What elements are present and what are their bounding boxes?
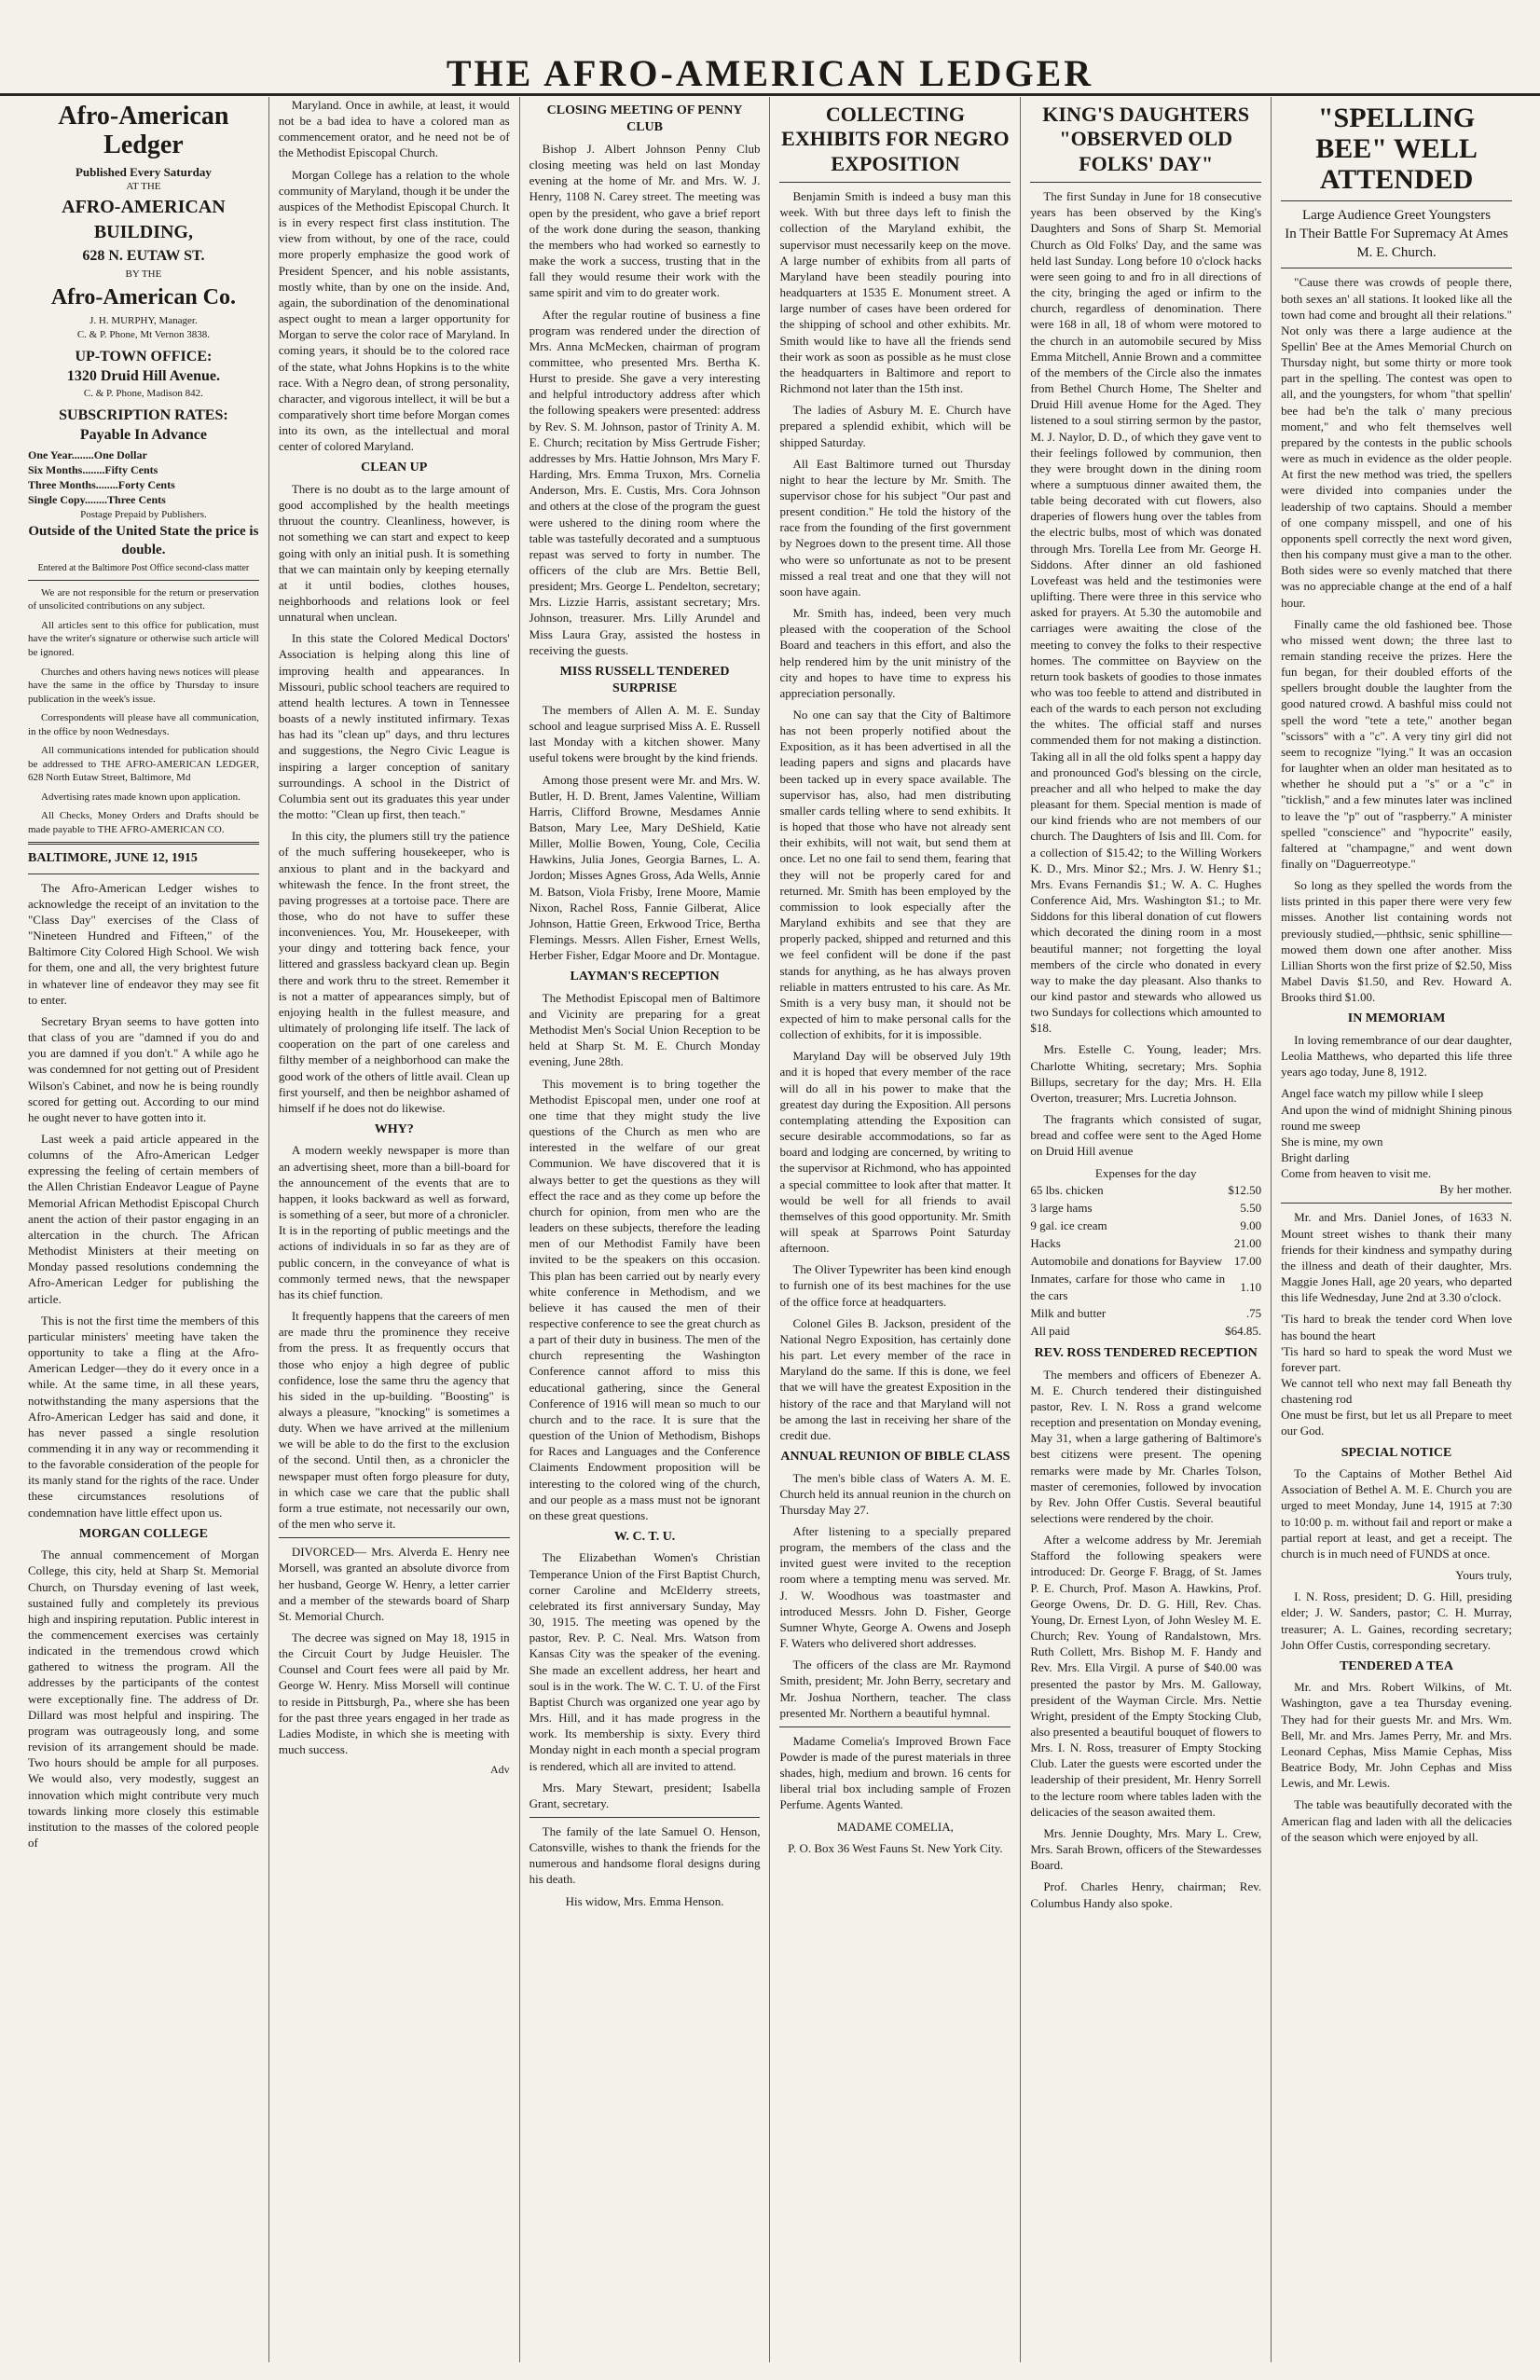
- article-paragraph: The Methodist Episcopal men of Baltimore and Vicinity are preparing for a great Methodist Men's Social Union Reception to be held at Sharp St. M. E. Church Monday evening, June 28th.: [529, 990, 761, 1069]
- column-1: [19, 97, 269, 2362]
- section-heading: CLEAN UP: [361, 461, 428, 475]
- rate-row: Six Months........Fifty Cents: [28, 463, 158, 477]
- table-row: Milk and butter .75: [1030, 1305, 1262, 1320]
- column-2: [269, 97, 520, 2362]
- article-paragraph: Benjamin Smith is indeed a busy man this week. With but three days left to finish the collection of the Maryland exhibit, the supervisor must necessarily keep on the move. A large number of exhibits from all parts of Maryland have been steadily pouring into headquarters at 1535 E. Monument street. A large number of cases have been ordered for the shipping of school and other exhibits. Mr. Smith would like to have all the friends send their work as soon as possible as he must close the headquarters in Baltimore and report to Richmond not later than the 15th inst.: [779, 189, 1011, 396]
- article-paragraph: It frequently happens that the careers of men are made thru the prominence they receive from the press. It as frequently occurs that those who enjoy a high degree of public confidence, lose the same thru the agency that his sided in the up-building. "Boosting" is always a pleasure, "knocking" is sometimes a duty. When we have arrived at the millenium we will be able to do the first to the exclusion of the second. Until then, as a chronicler the newspaper must often forgo pleasure for duty, in which case we care that the public shall form a true estimate, not necessarily our own, of the men who serve it.: [278, 1309, 510, 1532]
- notice: Churches and others having news notices will please have the same in the office by Thursday to insure publication in the week's issue.: [28, 666, 259, 705]
- article-paragraph: Colonel Giles B. Jackson, president of the National Negro Exposition, has certainly done his part. Let every member of the race in Maryland do the same. If this is done, we feel that we will have the greatest Exposition in the history of the race and that Maryland will not be among the last in receiving her share of the credit due.: [779, 1315, 1011, 1442]
- outside-line: Outside of the United State the price is double.: [28, 524, 259, 557]
- article-paragraph: The members and officers of Ebenezer A. M. E. Church tendered their distinguished pastor, Rev. I. N. Ross a grand welcome reception and presentation on Monday evening, May 31, when a large gathering of Baltimore's best citizens were present. The opening remarks were made by Mr. Charles Tolson, master of ceremonies, followed by invocation by Rev. John Offer Custis. Several beautiful selections were rendered by the choir.: [1030, 1367, 1262, 1525]
- section-heading: MORGAN COLLEGE: [78, 1526, 208, 1541]
- article-paragraph: Mr. and Mrs. Robert Wilkins, of Mt. Washington, gave a tea Thursday evening. They had for their guests Mr. and Mrs. Wm. Bell, Mr. and Mrs. James Perry, Mr. and Mrs. Leonard Cephas, Miss Mamie Cephas, Miss Beatrice Body, Mr. John Cephas and Miss Lewis, and Mr. Lewis.: [1281, 1680, 1512, 1791]
- article-paragraph: "Cause there was crowds of people there, both sexes an' all stations. It looked like all the town had come and brought all their relations." Not only was there a large audience at the Spellin' Bee at the Ames Memorial Church on Thursday night, but some thirty or more took part in the spelling. The contest was open to all, and the youngsters, for whom "that spellin' bee had be'n the talk o' many precious moment," and who felt themselves well prepared by the contests in the public schools were as much in evidence as the older people. At first the new method was tried, the spellers were divided into companies under the leadership of two captains. Should a member of one company misspell, and one of his opponents spell correctly the next word given, then his company must give a man to the other. Both sides were so evenly matched that there was no appreciable change at the end of a half hour.: [1281, 275, 1512, 610]
- article-paragraph: The Elizabethan Women's Christian Temperance Union of the First Baptist Church, corner Caroline and McElderry streets, celebrated its first anniversary Sunday, May 30, 1915. The meeting was opened by the pastor, Rev. P. C. Neal. Mrs. Watson from Kansas City was the speaker of the evening. She made an excellent address, her heart and soul is in the work. The W. C. T. U. of the First Baptist Church was organized one year ago by Mrs. Hill, and it has made progress in the work. Its membership is sixty. Every third Monday night in each month a special program is rendered, which all are invited to attend.: [529, 1550, 761, 1773]
- column-5: [1021, 97, 1272, 2362]
- section-heading: ANNUAL REUNION OF BIBLE CLASS: [780, 1450, 1011, 1465]
- adv-mark: Adv: [489, 1763, 510, 1777]
- article-paragraph: The family of the late Samuel O. Henson, Catonsville, wishes to thank the friends for the numerous and handsome floral designs during his death.: [529, 1823, 761, 1887]
- subheading: In Their Battle For Supremacy At Ames M. E. Church.: [1285, 226, 1508, 260]
- column-4: [770, 97, 1021, 2362]
- article-paragraph: After a welcome address by Mr. Jeremiah Stafford the following speakers were introduced: Dr. George F. Bragg, of St. James P. E. Church, Prof. Mason A. Hawkins, Prof. George Owens, Dr. D. G. Hill, Rev. Chas. Young, Dr. Ernest Lyon, of John Wesley M. E. Church; Rev. Young of Randalstown, Mrs. Ruth Collett, Mrs. Bishop M. F. Handy and Rev. Mrs. Ella Virgil. A purse of $40.00 was presented the pastor by Mrs. M. Galloway, president of the Wayman Circle. Mrs. Nettie Wright, president of the Empty Stocking Club, also presented a beautiful bouquet of flowers to Mrs. I. N. Ross, treasurer of Empty Stocking Club. Later the guests were escorted under the leadership of their president, Mr. Henry Sorrell to the lecture room where tables laden with the delicacies of the season awaited them.: [1030, 1533, 1262, 1819]
- article-paragraph: His widow, Mrs. Emma Henson.: [565, 1893, 724, 1908]
- rates-heading: SUBSCRIPTION RATES:: [59, 407, 228, 424]
- article-paragraph: Morgan College has a relation to the whole community of Maryland, though it be under the auspices of the Methodist Episcopal Church. It is in every respect first class institution. The view from without, by one of the race, could more properly emphasize the good work of President Spencer, and his noble assistants, mostly white, than by one on the inside. And, again, the subordination of the denominational aspect ought to mean a larger opportunity for Morgan to serve the color race of Maryland. In coming years, it should be to the colored race of the state, what Johns Hopkins is to the white race. With a Negro dean, of strong personality, character, and vigorous intellect, it will be but a comparatively short time before Morgan comes into its own, as the intellectual and moral center of colored Maryland.: [278, 167, 510, 454]
- poem-line: Come from heaven to visit me.: [1281, 1166, 1432, 1181]
- article-paragraph: The fragrants which consisted of sugar, bread and coffee were sent to the Aged Home on Druid Hill avenue: [1030, 1112, 1262, 1159]
- columns: [19, 97, 1521, 2362]
- advertisement: P. O. Box 36 West Fauns St. New York City.: [788, 1840, 1003, 1855]
- article-paragraph: Mrs. Jennie Doughty, Mrs. Mary L. Crew, Mrs. Sarah Brown, officers of the Stewardesses Board.: [1030, 1825, 1262, 1873]
- section-heading: REV. ROSS TENDERED RECEPTION: [1034, 1346, 1258, 1361]
- article-paragraph: Secretary Bryan seems to have gotten into that class of you are "damned if you do and you are damned if you don't." A while ago he was condemned for not getting out of President Wilson's Cabinet, and now he is being roundly scored for getting out. According to our mind he ought never to have gotten into it.: [28, 1013, 259, 1124]
- column-6: [1272, 97, 1521, 2362]
- table-row: 65 lbs. chicken $12.50: [1030, 1182, 1262, 1197]
- article-paragraph: The Oliver Typewriter has been kind enough to furnish one of its best machines for the use of the office force at headquarters.: [779, 1262, 1011, 1309]
- article-paragraph: This is not the first time the members of this particular ministers' meeting have taken the opportunity to take a fling at the Afro-American Ledger—they do it every once in a while. At the same time, in all these years, notwithstanding the many aspersions that the Afro-American Ledger has said and done, it has never passed a single resolution commending it in any way or recommending it to the favorable consideration of the people for its manly stand for the rights of the race. Under these circumstances resolutions of condemnation have little effect upon us.: [28, 1313, 259, 1520]
- table-row: All paid $64.85.: [1030, 1323, 1262, 1338]
- article-paragraph: This movement is to bring together the Methodist Episcopal men, under one roof at one time that they might study the live questions of the Church as men who are interested in the welfare of our great Communion. We have discovered that it is always better to get the questions as they will effect the race and as they come up before the church for opinion, from men who are the leaders on these subjects, therefore the leading men of our Methodist Family have been invited to be the speakers on this occasion. This plan has been carried out by nearly every white conference in Methodism, and we believe it has caused the men of their respective conference to see the great church as a part of their duty in business. The men of the church representing the Washington Conference cannot afford to miss this educational gathering, since the General Conference of 1916 will mean so much to our church and to the race. It is sure that the question of the Union of Methodism, Bishops for Races and Languages and the Conference Claiments Endowment proposition will be interesting to the colored wing of the church, and our people as a mass must not be ignorant on these great questions.: [529, 1076, 761, 1522]
- article-paragraph: DIVORCED— Mrs. Alverda E. Henry nee Morsell, was granted an absolute divorce from her husband, George W. Henry, a letter carrier and a member of the stewards board of Sharp St. Memorial Church.: [278, 1545, 510, 1623]
- manager-line: J. H. MURPHY, Manager.: [89, 315, 198, 327]
- article-paragraph: There is no doubt as to the large amount of good accomplished by the health meetings thruout the country. Cleanliness, however, is not something we can start and expect to keep going with only an initial push. It is something that we can maintain only by keeping eternally at it until bodies, clothes houses, neighborhoods and relations look or feel unnatural when unclean.: [278, 481, 510, 625]
- entered-line: Entered at the Baltimore Post Office second-class matter: [37, 562, 250, 573]
- company-name: Afro-American Co.: [50, 284, 236, 310]
- masthead: [0, 0, 1540, 96]
- expenses-table: [1030, 1181, 1261, 1340]
- poem-line: 'Tis hard so hard to speak the word Must we forever part.: [1281, 1343, 1512, 1374]
- article-paragraph: The officers of the class are Mr. Raymond Smith, president; Mr. John Berry, secretary and Mr. Joshua Northern, teacher. The class presented Mr. Northern a beautiful hymnal.: [779, 1658, 1011, 1720]
- section-heading: COLLECTING EXHIBITS FOR NEGRO EXPOSITION: [781, 103, 1010, 175]
- phone-line: C. & P. Phone, Mt Vernon 3838.: [76, 328, 211, 340]
- article-paragraph: The men's bible class of Waters A. M. E. Church held its annual reunion in the church on Thursday May 27.: [779, 1470, 1011, 1517]
- article-paragraph: The Afro-American Ledger wishes to acknowledge the receipt of an invitation to the "Class Day" exercises of the Class of "Nineteen Hundred and Fifteen," of the Baltimore City Colored High School. We wish for them, one and all, the very brightest future in whatever line of endeavor they may see fit to enter.: [28, 880, 259, 1007]
- subheading: Large Audience Greet Youngsters: [1301, 208, 1492, 223]
- poem-line: We cannot tell who next may fall Beneath thy chastening rod: [1281, 1376, 1512, 1407]
- payable-heading: Payable In Advance: [79, 427, 207, 444]
- advertisement: Madame Comelia's Improved Brown Face Powder is made of the purest materials in three shades, high, medium and brown. 16 cents for liberal trial box including sample of Frozen Perfume. Agents Wanted.: [779, 1733, 1011, 1812]
- building-line: AFRO-AMERICAN BUILDING,: [62, 197, 226, 242]
- section-heading: MISS RUSSELL TENDERED SURPRISE: [559, 664, 730, 696]
- article-paragraph: In this state the Colored Medical Doctors' Association is helping along this line of improving health and appearances. In Missouri, public school teachers are required to attend health lectures. A town in Tennessee boasts of a newly instituted infirmary. Texas has had its "clean up" days, and thru lectures and suggestions, the Negro Civic League is inspiring a larger conception of sanitary surroundings. A school in the District of Columbia sent out its graduates this year under the motto: "Clean up first, then teach.": [278, 631, 510, 822]
- article-paragraph: The ladies of Asbury M. E. Church have prepared a splendid exhibit, which will be shipped Saturday.: [779, 403, 1011, 449]
- paper-title: THE AFRO-AMERICAN LEDGER: [446, 52, 1094, 94]
- section-heading: TENDERED A TEA: [1340, 1658, 1453, 1673]
- rate-row: One Year........One Dollar: [28, 448, 147, 462]
- article-paragraph: The first Sunday in June for 18 consecutive years has been observed by the King's Daughters and Sons of Sharp St. Memorial Church as Old Folks' Day, and the same was held last Sunday. Long before 10 o'clock hacks were seen going to and fro in all directions of the city, bringing the aged or infirm to the church, regardless of denomination. There were 168 in all, 18 of whom were motored to the church in an automobile secured by Miss Emma Mitchell, Annie Brown and a committee of the members of the Circle also the inmates from Bethel Church Home, The Shelter and Druid Hill avenue Home for the Aged. They listened to a soul stirring sermon by the pastor, M. J. Naylor, D. D., of which they gave vent to their feelings followed by communion, then they were brought down in the dining room where a sumptuous dinner awaited them, the table being decorated with cut flowers, also draperies of flowers hung over the tables from the electric bulbs, most of which was donated through Mrs. Torella Lee from Mr. George H. Siddons. After dinner an old fashioned Lovefeast was held and the testimonies were uplifting. There were three in this service who asked for prayers. At 5.30 the automobile and carriages were awaiting the close of the meeting to convey the folks to their respective homes. The committee on Bayview on the return took baskets of goodies to those inmates who was too feeble to attend and distributed in each of the wards to each person not excluding the whites. The official staff and nurses commended them for not making a distinction. Taking all in all the old folks spent a happy day and pronounced God's blessing on the circle, preacher and all who helped to make the day pleasant for them. Special mention is made of our kind friends who are not members of our church. The Daughters of Isis and Ill. Com. for a collection of $15.42; to the Willing Workers K. D., Mrs. Minor $2.; Mrs. J. W. Henry $1.; Mrs. Evans Fernandis $1.; W. A. C. Hughes Conference Aid, Mrs. Washington $1.; to Mr. Siddons for this liberal donation of cut flowers which decorated the dining room in a most beautiful manner; not forgetting the loyal members of the circle who donated in every way to make the day pleasant. Also thanks to our kind pastor and stewards who allowed us two Sundays for collections which amounted to $18.: [1030, 189, 1262, 1036]
- article-paragraph: The decree was signed on May 18, 1915 in the Circuit Court by Judge Heuisler. The Counsel and Court fees were all paid by Mr. George W. Henry. Miss Morsell will continue to reside in Pittsburgh, Pa., where she has been for the past three years engaged in her trade as Ladies Modiste, in which she is meeting with much success.: [278, 1630, 510, 1757]
- article-paragraph: Mrs. Estelle C. Young, leader; Mrs. Charlotte Whiting, secretary; Mrs. Sophia Billups, secretary for the day; Mrs. H. Ella Overton, treasurer; Mrs. Lucretia Johnson.: [1030, 1042, 1262, 1105]
- poem-line: Angel face watch my pillow while I sleep: [1281, 1086, 1484, 1101]
- section-heading: CLOSING MEETING OF PENNY CLUB: [546, 103, 743, 135]
- article-paragraph: So long as they spelled the words from the lists printed in this paper there were very few misses. Another list containing words not previously studied,—phthsic, senic sphilline—mowed them down one after another. Miss Lillian Shorts won the first prize of $2.50, Miss Mabel Davis $1.50, and Rev. Howard A. Brooks third $1.00.: [1281, 878, 1512, 1005]
- article-paragraph: No one can say that the City of Baltimore has not been properly notified about the Exposition, as it has been advertised in all the leading papers and signs and placards have been tacked up in every space available. The supervisor has, also, had men distributing smaller cards telling where to send exhibits. It is hoped that those who have not already sent their exhibits, will not wait, but send them at once. Let no one fail to send them, fearing that they will not be properly cared for and returned. Mr. Smith has been employed by the commission to look especially after the Maryland exhibits and see that they are properly packed, shipped and returned and this we feel confident will be done if the past stands for anything, as he has always proven reliable in matters entrusted to his care. As Mr. Smith is a very busy man, it should not be expected of him to make personal calls for the collection of exhibits, for it is impossible.: [779, 708, 1011, 1042]
- article-paragraph: Bishop J. Albert Johnson Penny Club closing meeting was held on last Monday evening at the home of Mr. and Mrs. W. J. Henry, 1108 N. Carey street. The meeting was open by the president, who gave a brief report of the work done during the season, thanking the members who had worked so earnestly to make the work a success, trusting that in the fall they would resume their work with the same spirit and vim to do greater work.: [529, 141, 761, 300]
- table-row: 9 gal. ice cream 9.00: [1030, 1218, 1262, 1233]
- at-line: AT THE: [126, 180, 161, 192]
- article-paragraph: Finally came the old fashioned bee. Those who missed went down; the three last to remain standing receive the prizes. Here the fun began, for their doubled efforts of the spellers brought double the laughter from the good natured crowd. A bashful miss could not spell the word "tete a tete," another began "scissors" with a "c". A very tiny girl did not seem to recognize "lying." It was an occasion for laughter when an older man hesitated as to whether he should put a "s" or a "c" in "ticklish," and a few minutes later was inclined to leave the "p" out of "raspberry." A minister spelled "conscience" and "hypocrite" easily, faltered at "champagne," and went down finally on "Daguerreotype.": [1281, 616, 1512, 872]
- article-paragraph: Maryland Day will be observed July 19th and it is hoped that every member of the race will do all in his power to make that the greatest day during the Exposition. All persons contemplating attending the Exposition can secure desirable accommodations, so far as board and lodging are concerned, by writing to the supervisor at Richmond, who has appointed a special committee to look after that matter. It would be well for all friends to avail themselves of this good opportunity. Mr. Smith will speak at Sparrows Point Saturday afternoon.: [779, 1049, 1011, 1256]
- section-heading: "SPELLING BEE" WELL ATTENDED: [1315, 103, 1478, 195]
- article-paragraph: Among those present were Mr. and Mrs. W. Butler, H. D. Brent, James Valentine, William Harris, Clifford Browne, Mesdames Annie Batson, Mary Lee, Mary DeShield, Katie Miller, Mollie Bowen, Young, Cole, Cecilia Hawkins, Julia Jones, Georgia Barnes, L. A. Jordon; Misses Agnes Gross, Ada Wells, Annie M. Batson, Viola Frisby, Irene Moore, Mamie Nixon, Rachel Ross, Fannie Gilberat, Alice Johnson, Hattie Green, Erkwood Trice, Bertha Flemings. Messrs. Allen Fisher, Ernest Wells, Herber Fisher, Edgar Moore and Dr. Montague.: [529, 772, 761, 963]
- notice: We are not responsible for the return or preservation of unsolicited contributions on any subject.: [28, 586, 259, 612]
- poem-line: And upon the wind of midnight Shining pinous round me sweep: [1281, 1102, 1512, 1133]
- article-paragraph: Mrs. Mary Stewart, president; Isabella Grant, secretary.: [529, 1780, 761, 1810]
- expenses-heading: Expenses for the day: [1094, 1165, 1197, 1180]
- notice: All Checks, Money Orders and Drafts should be made payable to THE AFRO-AMERICAN CO.: [28, 810, 259, 835]
- section-heading: IN MEMORIAM: [1347, 1011, 1446, 1026]
- article-paragraph: The annual commencement of Morgan College, this city, held at Sharp St. Memorial Church, on Thursday evening of last week, sustained fully and completely its previous high and inspiring reputation. Public interest in the commencement exercises was certainly indicated in the tremendous crowd which gathered to witness the program. All the addresses by the participants of the contest were exceptionally fine. The address of Dr. Dillard was most helpful and inspiring. The program was outrageously long, and some revision of its arrangement should be made. Two hours should be ample for all purposes. We would also, very modestly, suggest an innovation which might contribute very much towards linking more closely this estimable institution to the masses of the colored people of: [28, 1548, 259, 1850]
- poem-line: 'Tis hard to break the tender cord When love has bound the heart: [1281, 1312, 1512, 1342]
- table-row: Hacks 21.00: [1030, 1236, 1262, 1251]
- article-paragraph: Mr. Smith has, indeed, been very much pleased with the cooperation of the School Board and teachers in this effort, and also the help rendered him by the unit ministry of the city and hopes to have time to express his appreciation personally.: [779, 606, 1011, 700]
- notice: All articles sent to this office for publication, must have the writer's signature or otherwise such article will be ignored.: [28, 619, 259, 658]
- advertisement: MADAME COMELIA,: [836, 1819, 954, 1834]
- section-heading: WHY?: [374, 1122, 414, 1136]
- section-heading: KING'S DAUGHTERS "OBSERVED OLD FOLKS' DAY": [1042, 103, 1250, 175]
- article-paragraph: Mr. and Mrs. Daniel Jones, of 1633 N. Mount street wishes to thank their many friends for their kindness and sympathy during the illness and death of their daughter, Mrs. Maggie Jones Hall, age 20 years, who departed this life Wednesday, June 2nd at 3.30 o'clock.: [1281, 1210, 1512, 1305]
- notice: All communications intended for publication should be addressed to THE AFRO-AMERICAN LEDGER, 628 North Eutaw Street, Baltimore, Md: [28, 745, 259, 784]
- paper-name: Afro-American Ledger: [58, 102, 229, 159]
- article-paragraph: Maryland. Once in awhile, at least, it would not be a bad idea to have a colored man as commencement orator, and he need not be of the Methodist Episcopal Church.: [278, 98, 510, 160]
- notice: Correspondents will please have all communication, in the office by noon Wednesdays.: [28, 712, 259, 737]
- article-paragraph: After listening to a specially prepared program, the members of the class and the invited guest were invited to the reception room where a tempting menu was served. Mr. J. W. Woodhous was toastmaster and introduced Messrs. John D. Fisher, George Sumner Whyte, George A. Owens and Joseph F. Waters who delivered short addresses.: [779, 1523, 1011, 1651]
- dateline: BALTIMORE, JUNE 12, 1915: [28, 851, 198, 866]
- article-paragraph: I. N. Ross, president; D. G. Hill, presiding elder; J. W. Sanders, pastor; C. H. Murray, treasurer; A. L. Gaines, recording secretary; John Offer Custis, corresponding secretary.: [1281, 1589, 1512, 1652]
- article-paragraph: After the regular routine of business a fine program was rendered under the direction of Mrs. Anna McMecken, chairman of program committee, who presented Mrs. Bertha K. Hurst to preside. She gave a very interesting and helpful introductory address after which the following speakers were presented: address by Rev. S. M. Johnson, pastor of Trinity A. M. E. Church; recitation by Miss Gertrude Fisher; addresses by Mrs. Hattie Johnson, Mrs Mary F. Harding, Mrs. Emma Truxon, Mrs. Cornelia Anderson, Mrs. E. Custis, Mrs. Cora Johnson and others at the close of the program the guest were ushered to the dining room where the table was tastefully decorated and a sumptuous repast was served to forty in number. The officers of the club are Mrs. Bettie Bell, president; Mrs. George L. Pendelton, secretary; Mrs. Lizzie Harris, assistant secretary; Mrs. Johnson, treasurer. Mrs. Lilly Arundel and Miss Laura Gray, assisted the hostess in receiving the guests.: [529, 307, 761, 657]
- section-heading: LAYMAN'S RECEPTION: [570, 970, 720, 984]
- poem-line: She is mine, my own: [1281, 1134, 1383, 1149]
- section-heading: SPECIAL NOTICE: [1341, 1445, 1452, 1460]
- notice: Advertising rates made known upon application.: [41, 791, 241, 803]
- pub-line: Published Every Saturday: [75, 164, 212, 179]
- article-paragraph: To the Captains of Mother Bethel Aid Association of Bethel A. M. E. Church you are urged to meet Monday, June 14, 1915 at 7:30 to 10:00 p. m. without fail and report or make a partial report at least, and get a receipt. The church is in much need of FUNDS at once.: [1281, 1466, 1512, 1561]
- poem-line: Bright darling: [1281, 1149, 1350, 1164]
- poem-line: One must be first, but let us all Prepare to meet our God.: [1281, 1408, 1512, 1438]
- article-paragraph: The table was beautifully decorated with the American flag and laden with all the delicacies of the season which were enjoyed by all.: [1281, 1797, 1512, 1844]
- article-paragraph: Prof. Charles Henry, chairman; Rev. Columbus Handy also spoke.: [1030, 1879, 1262, 1910]
- article-paragraph: All East Baltimore turned out Thursday night to hear the lecture by Mr. Smith. The supervisor chose for his subject "Our past and present condition." He told the history of the race from the founding of the first government by Negroes down to the present time. All those who were so unfortunate as not to be present missed a real treat and one that they will not soon have again.: [779, 456, 1011, 598]
- by-line: BY THE: [125, 268, 162, 281]
- article-paragraph: Yours truly,: [1455, 1568, 1512, 1583]
- article-paragraph: Last week a paid article appeared in the columns of the Afro-American Ledger expressing the feeling of certain members of the Allen Christian Endeavor League of Payne Memorial African Methodist Episcopal Church anent the action of their pastor engaging in an altercation in the church. The African Methodist Ministers at their meeting on Monday passed resolutions condemning the Afro-American Ledger for publishing the article.: [28, 1132, 259, 1306]
- rate-row: Three Months........Forty Cents: [28, 477, 175, 491]
- column-3: [520, 97, 771, 2362]
- article-paragraph: In this city, the plumers still try the patience of the much suffering housekeeper, who is anxious to plant and in the backyard and whitewash the fence. In the front street, the paving progresses at a tortoise pace. There are those, who do not have to suffer these inconveniences. You, Mr. Housekeeper, with your dingy and tottering back fence, your littered and grassless backyard clean up. Begin there and work thru to the street. Remember it is not a matter of appearances simply, but of enjoying health in the fullest measure, and ultimately of prolonging life itself. The lack of cooperation on the part of one careless and filthy member of a neighborhood can make the good work of the others of little avail. Clean up first yourself, and then be neighbor ashamed of himself if he does not do likewise.: [278, 829, 510, 1115]
- table-row: Inmates, carfare for those who came in the cars 1.10: [1030, 1272, 1262, 1302]
- article-paragraph: A modern weekly newspaper is more than an advertising sheet, more than a bill-board for the announcement of the events that are to happen, it looks backward as well as forward, is something of a seer, but more of a chronicler. It is in the reporting of public meetings and the actions of individuals in so far as they are of public concern, in the conveyance of what is commonly termed news, that the newspaper has its chief function.: [278, 1143, 510, 1301]
- address-line: 628 N. EUTAW ST.: [82, 248, 205, 265]
- uptown-office: UP-TOWN OFFICE:: [75, 349, 213, 365]
- table-row: 3 large hams 5.50: [1030, 1200, 1262, 1215]
- signature: By her mother.: [1439, 1182, 1512, 1197]
- rate-row: Single Copy........Three Cents: [28, 492, 166, 506]
- uptown-address: 1320 Druid Hill Avenue.: [66, 368, 220, 385]
- postage-line: Postage Prepaid by Publishers.: [80, 508, 207, 520]
- article-paragraph: The members of Allen A. M. E. Sunday school and league surprised Miss A. E. Russell last Monday with a kitchen shower. Many useful tokens were brought by the kind friends.: [529, 702, 761, 765]
- section-heading: W. C. T. U.: [613, 1530, 676, 1544]
- uptown-phone: C. & P. Phone, Madison 842.: [83, 387, 203, 399]
- article-paragraph: In loving remembrance of our dear daughter, Leolia Matthews, who departed this life three years ago today, June 8, 1912.: [1281, 1032, 1512, 1080]
- table-row: Automobile and donations for Bayview 17.00: [1030, 1254, 1262, 1269]
